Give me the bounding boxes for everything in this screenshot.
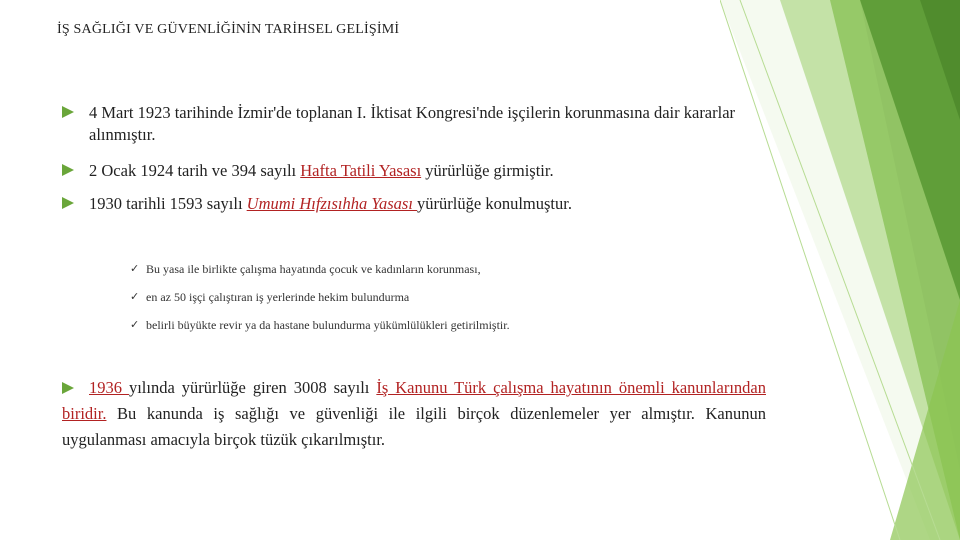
is-kanunu-link[interactable]: İş Kanunu Türk çalışma hayatının önemli kanunlarından biridir. xyxy=(62,378,766,423)
bullet-text xyxy=(89,160,762,182)
bullet-1930-law xyxy=(62,193,762,215)
bullet-text-pre: 1930 tarihli 1593 sayılı xyxy=(89,194,247,213)
hafta-tatili-link[interactable]: Hafta Tatili Yasası xyxy=(300,161,422,180)
bullet-text-post: yürürlüğe konulmuştur. xyxy=(417,194,572,213)
paragraph-1936-law xyxy=(62,375,766,453)
arrow-bullet-icon xyxy=(62,164,74,176)
bullet-text: 4 Mart 1923 tarihinde İzmir'de toplanan I. İktisat Kongresi'nde işçilerin korunmasına dair kararlar alınmıştır. xyxy=(89,103,736,144)
bullet-1924-law xyxy=(62,160,762,182)
check-icon: ✓ xyxy=(130,262,140,275)
bullet-text-pre: 2 Ocak 1924 tarih ve 394 sayılı xyxy=(89,161,301,180)
arrow-bullet-icon xyxy=(62,106,74,118)
sub-item-text: Bu yasa ile birlikte çalışma hayatında çocuk ve kadınların korunması, xyxy=(146,262,481,276)
bullet-text-post: yürürlüğe girmiştir. xyxy=(421,161,554,180)
para-text-2: Bu kanunda iş sağlığı ve güvenliği ile ilgili birçok düzenlemeler yer almıştır. Kanunun uygulanması amacıyla birçok tüzük çıkarılmıştır. xyxy=(62,404,766,449)
sub-item-text: en az 50 işçi çalıştıran iş yerlerinde hekim bulundurma xyxy=(146,290,410,304)
sub-item-text: belirli büyükte revir ya da hastane bulundurma yükümlülükleri getirilmiştir. xyxy=(146,318,510,332)
sub-item xyxy=(130,289,409,305)
bullet-1923-congress xyxy=(62,102,762,146)
umumi-hifzisihha-link[interactable]: Umumi Hıfzısıhha Yasası xyxy=(246,194,418,213)
bullet-text xyxy=(89,193,762,215)
arrow-bullet-icon xyxy=(62,382,74,394)
year-link[interactable]: 1936 xyxy=(89,378,129,397)
arrow-bullet-icon xyxy=(62,197,74,209)
check-icon: ✓ xyxy=(130,318,140,331)
slide-title: İŞ SAĞLIĞI VE GÜVENLİĞİNİN TARİHSEL GELİŞİMİ xyxy=(57,22,400,37)
sub-item xyxy=(130,261,481,277)
decorative-green-shapes xyxy=(720,0,960,540)
para-text-1: yılında yürürlüğe giren 3008 sayılı xyxy=(128,378,377,397)
sub-item xyxy=(130,317,510,333)
check-icon: ✓ xyxy=(130,290,140,303)
